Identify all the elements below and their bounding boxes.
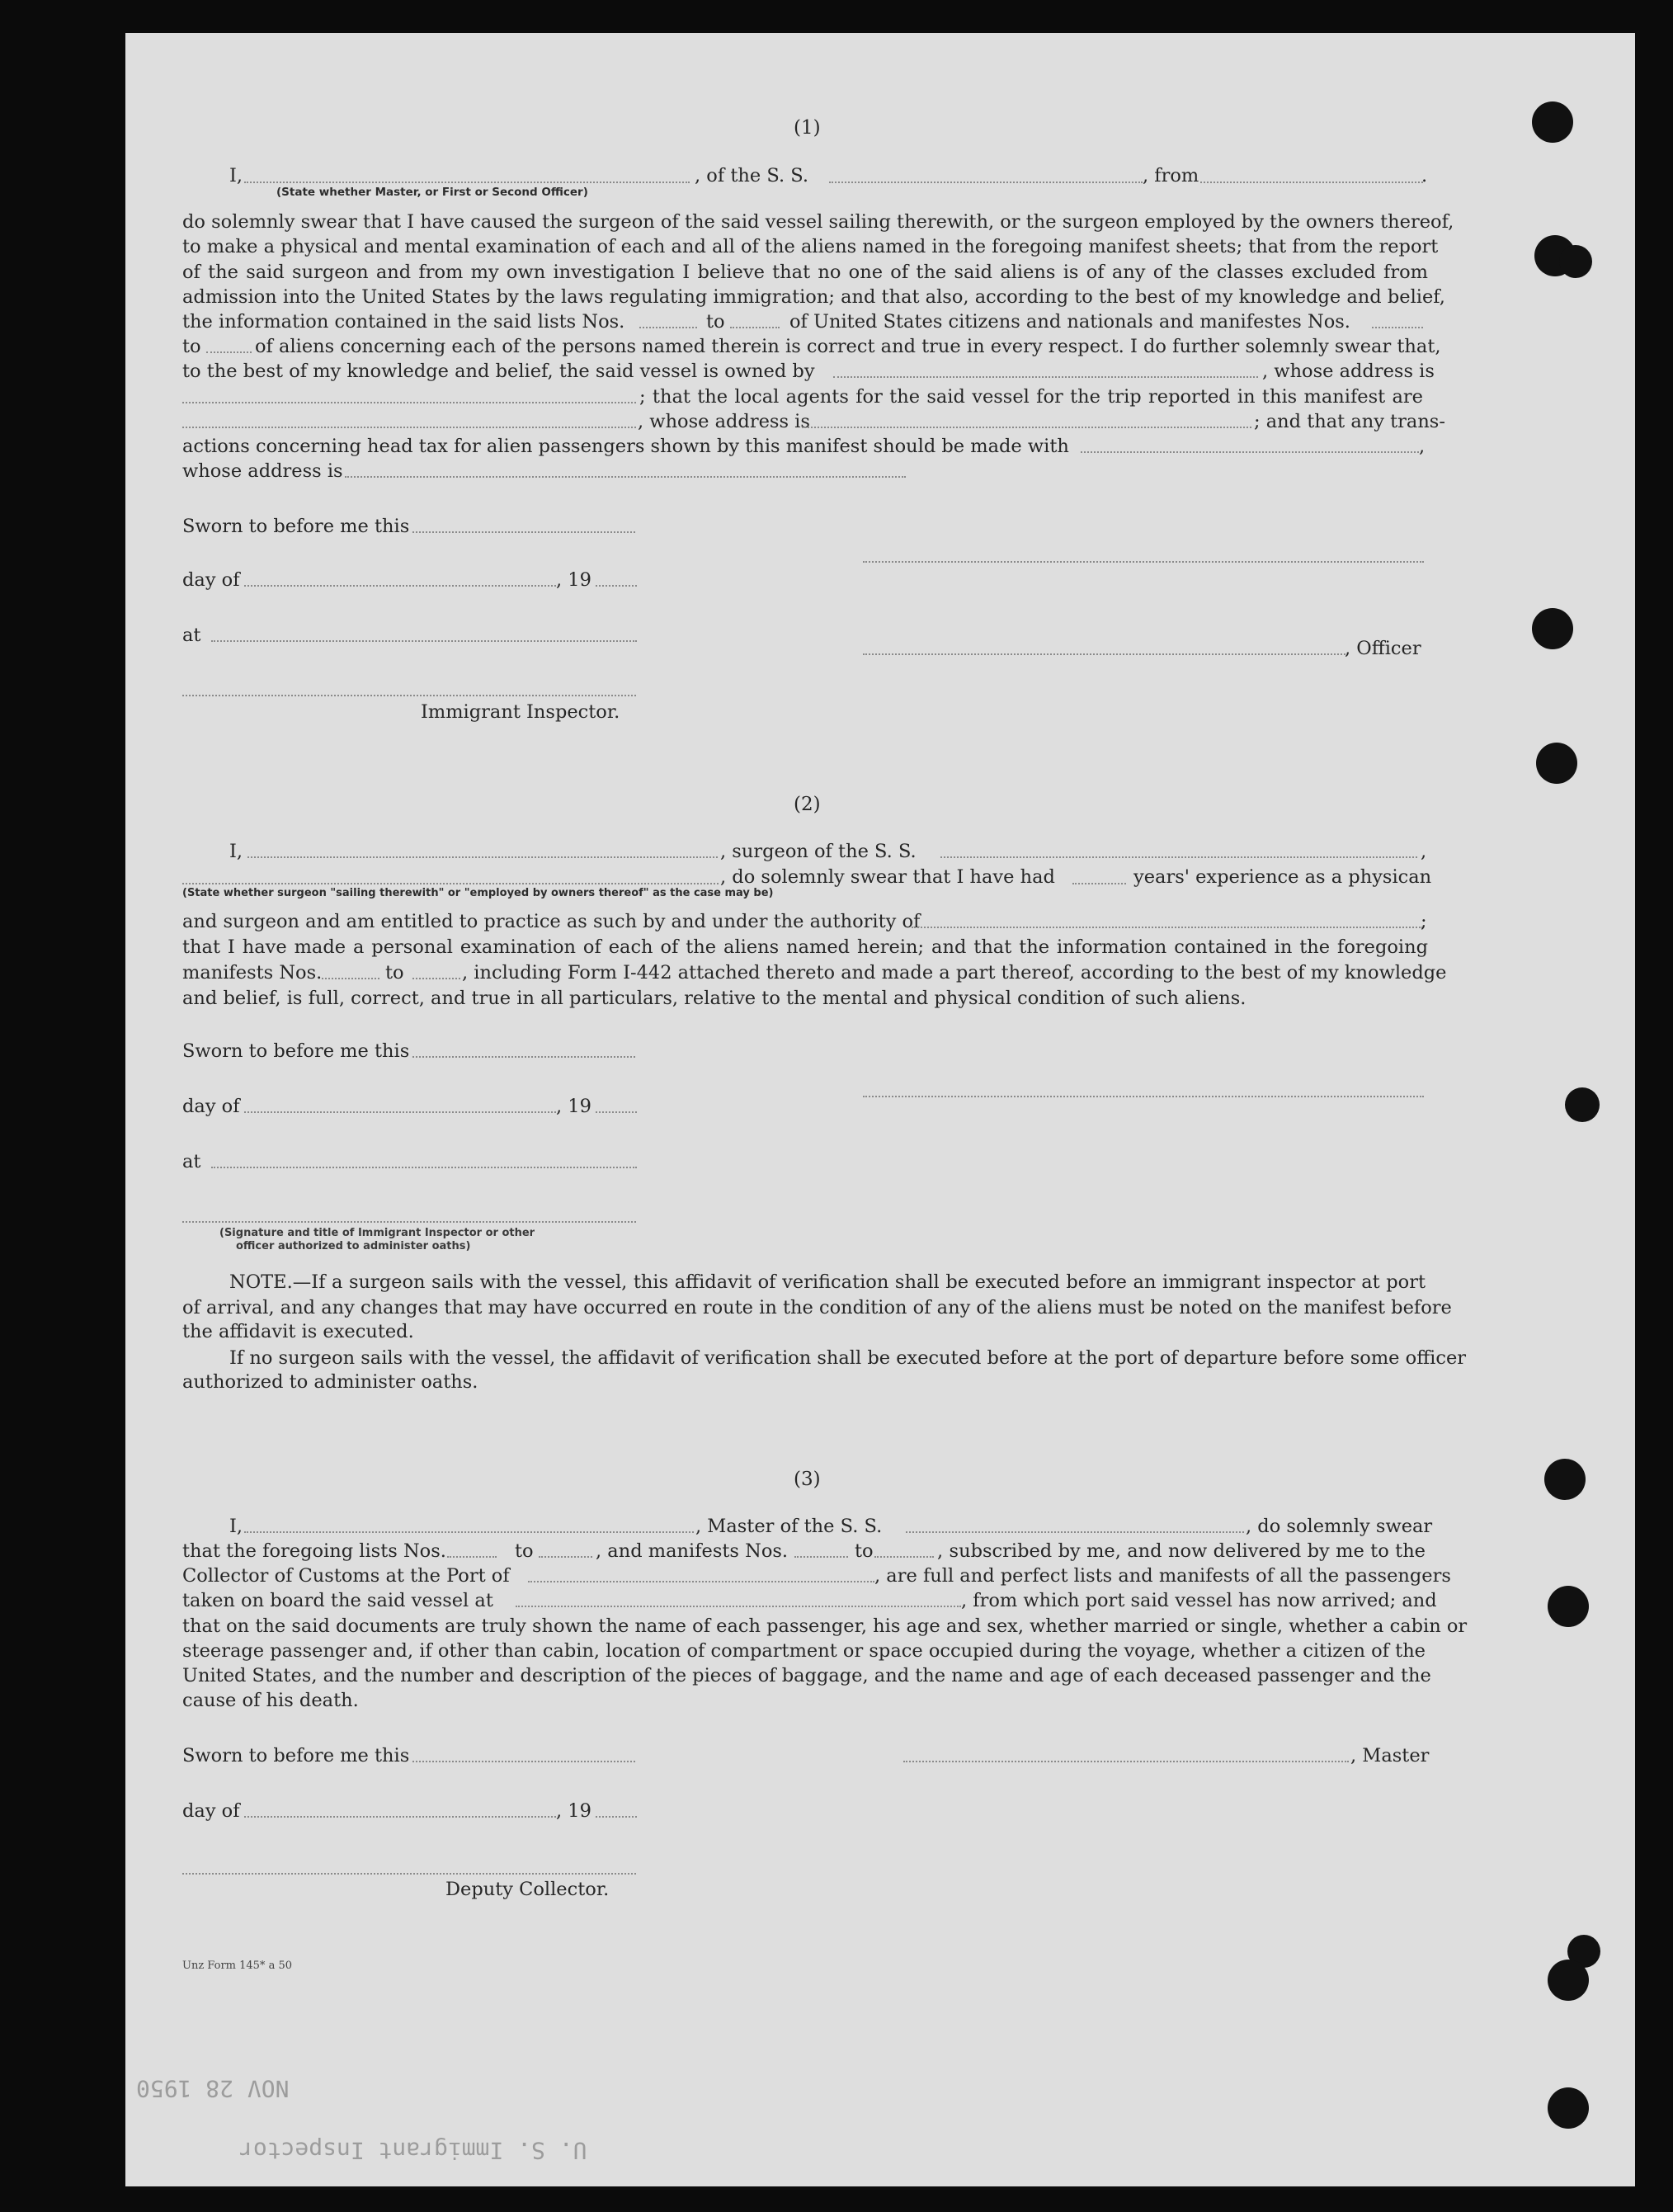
owner-field[interactable] bbox=[833, 376, 1258, 378]
oath-text-line: cause of his death. bbox=[182, 1690, 359, 1711]
agents-field[interactable] bbox=[182, 427, 636, 428]
head-tax-address-field[interactable] bbox=[345, 476, 906, 478]
oath-text-line: that I have made a personal examination of each of the aliens named herein; and that the information contained in the foregoing bbox=[182, 936, 1428, 958]
punch-hole bbox=[1536, 743, 1577, 784]
master-signature-field[interactable] bbox=[903, 1761, 1349, 1762]
oath-text-line: of aliens concerning each of the persons named therein is correct and true in every respect. I do further solemnly swear that, bbox=[255, 336, 1441, 357]
oath-text-line: do solemnly swear that I have caused the surgeon of the said vessel sailing therewith, or the surgeon employed by the owners thereof, bbox=[182, 211, 1454, 233]
section-2-number: (2) bbox=[794, 794, 821, 815]
day-field[interactable] bbox=[244, 1111, 556, 1113]
oath-text-line: steerage passenger and, if other than cabin, location of compartment or space occupied during the voyage, whether a citizen of the bbox=[182, 1640, 1426, 1662]
declarant-label: I, bbox=[229, 1516, 243, 1537]
sworn-label: Sworn to before me this bbox=[182, 1745, 410, 1766]
punch-hole bbox=[1548, 1586, 1589, 1627]
transactions-label: ; and that any trans- bbox=[1254, 411, 1445, 432]
year-field[interactable] bbox=[596, 585, 637, 587]
day-field[interactable] bbox=[244, 585, 556, 587]
note-text: of arrival, and any changes that may have occurred en route in the condition of any of the aliens must be noted on the manifest before bbox=[182, 1297, 1452, 1318]
punch-hole bbox=[1559, 245, 1592, 278]
line-end-punct: . bbox=[1421, 165, 1428, 186]
line-end-punct: , bbox=[1421, 841, 1427, 862]
signature-line[interactable] bbox=[863, 561, 1424, 563]
address-label: whose address is bbox=[182, 460, 343, 482]
head-tax-field[interactable] bbox=[1081, 451, 1419, 453]
oath-text-line: that on the said documents are truly shown the name of each passenger, his age and sex, whether married or single, whether a cabin or bbox=[182, 1615, 1468, 1637]
head-tax-label: actions concerning head tax for alien passengers shown by this manifest should be made with bbox=[182, 436, 1069, 457]
port-field[interactable] bbox=[528, 1581, 874, 1582]
surgeon-label: , surgeon of the S. S. bbox=[720, 841, 917, 862]
vessel-name-field[interactable] bbox=[940, 856, 1417, 858]
collector-signature-field[interactable] bbox=[182, 1873, 636, 1875]
oath-text-line: United States, and the number and description of the pieces of baggage, and the name and age of each deceased passenger and the bbox=[182, 1665, 1431, 1686]
agents-address-field[interactable] bbox=[802, 427, 1251, 428]
day-field[interactable] bbox=[244, 1816, 556, 1818]
oath-text-line: and belief, is full, correct, and true in all particulars, relative to the mental and physical condition of such aliens. bbox=[182, 988, 1247, 1009]
year-label: , 19 bbox=[556, 569, 591, 591]
to-label: to bbox=[515, 1540, 534, 1562]
day-label: day of bbox=[182, 1800, 240, 1822]
punch-hole bbox=[1565, 1087, 1600, 1122]
surgeon-signature-field[interactable] bbox=[863, 1096, 1424, 1097]
delivery-label: , subscribed by me, and now delivered by me to the bbox=[937, 1540, 1426, 1562]
to-label: to bbox=[855, 1540, 874, 1562]
to-label: to bbox=[182, 336, 201, 357]
officer-rank-hint: (State whether Master, or First or Second Officer) bbox=[276, 186, 588, 199]
oath-label: , do solemnly swear that I have had bbox=[720, 866, 1055, 888]
oath-text-line: , including Form I-442 attached thereto and made a part thereof, according to the best of my knowledge bbox=[462, 962, 1447, 983]
lists-from-field[interactable] bbox=[447, 1556, 497, 1558]
swear-label: , do solemnly swear bbox=[1246, 1516, 1433, 1537]
sworn-label: Sworn to before me this bbox=[182, 1040, 410, 1062]
master-name-field[interactable] bbox=[244, 1531, 694, 1533]
punch-hole bbox=[1548, 2087, 1589, 2129]
vessel-label: , of the S. S. bbox=[695, 165, 809, 186]
lists-to-field[interactable] bbox=[730, 327, 780, 328]
owner-address-field[interactable] bbox=[182, 402, 636, 403]
from-port-field[interactable] bbox=[1200, 182, 1423, 183]
manifests-from-field[interactable] bbox=[794, 1556, 848, 1558]
port-label: Collector of Customs at the Port of bbox=[182, 1565, 510, 1587]
to-label: to bbox=[706, 311, 725, 333]
oath-text-line: of the said surgeon and from my own investigation I believe that no one of the said aliens is of any of the classes excluded from bbox=[182, 262, 1428, 283]
manifests-label: manifests Nos. bbox=[182, 962, 323, 983]
sworn-label: Sworn to before me this bbox=[182, 516, 410, 537]
manifests-to-field[interactable] bbox=[874, 1556, 934, 1558]
signature-hint: (Signature and title of Immigrant Inspector or other bbox=[219, 1227, 535, 1239]
date-stamp: NOV 28 1950 bbox=[136, 2075, 290, 2102]
lists-from-field[interactable] bbox=[639, 327, 697, 328]
section-1-number: (1) bbox=[794, 117, 821, 139]
signature-hint: officer authorized to administer oaths) bbox=[236, 1240, 471, 1252]
departure-port-field[interactable] bbox=[516, 1606, 961, 1607]
vessel-name-field[interactable] bbox=[906, 1531, 1244, 1533]
from-label: , from bbox=[1143, 165, 1199, 186]
note-text: authorized to administer oaths. bbox=[182, 1371, 478, 1393]
manifests-to-field[interactable] bbox=[206, 351, 252, 353]
manifests-to-field[interactable] bbox=[412, 978, 460, 979]
manifests-label: , and manifests Nos. bbox=[596, 1540, 789, 1562]
day-label: day of bbox=[182, 1096, 240, 1117]
oath-text-line: , from which port said vessel has now arrived; and bbox=[961, 1590, 1437, 1611]
sworn-date-field[interactable] bbox=[412, 531, 635, 533]
day-label: day of bbox=[182, 569, 240, 591]
address-label: , whose address is bbox=[1262, 361, 1435, 382]
experience-label: years' experience as a physican bbox=[1133, 866, 1432, 888]
officer-signature-field[interactable] bbox=[863, 653, 1345, 655]
declarant-label: I, bbox=[229, 841, 243, 862]
lists-label: that the foregoing lists Nos. bbox=[182, 1540, 446, 1562]
at-label: at bbox=[182, 1151, 201, 1172]
year-field[interactable] bbox=[596, 1111, 637, 1113]
master-title: , Master bbox=[1350, 1745, 1430, 1766]
address-label: , whose address is bbox=[638, 411, 810, 432]
vessel-name-field[interactable] bbox=[829, 182, 1143, 183]
surgeon-name-field[interactable] bbox=[247, 856, 718, 858]
citizens-label: of United States citizens and nationals and manifestes Nos. bbox=[789, 311, 1350, 333]
officer-label: , Officer bbox=[1345, 638, 1421, 659]
taken-label: taken on board the said vessel at bbox=[182, 1590, 493, 1611]
owner-label: to the best of my knowledge and belief, the said vessel is owned by bbox=[182, 361, 815, 382]
punch-hole bbox=[1548, 1960, 1589, 2001]
officer-name-field[interactable] bbox=[244, 182, 690, 183]
punch-hole bbox=[1532, 101, 1573, 143]
line-end-punct: , bbox=[1419, 436, 1426, 457]
sworn-date-field[interactable] bbox=[412, 1761, 635, 1762]
lists-to-field[interactable] bbox=[539, 1556, 592, 1558]
inspector-stamp: U. S. Immigrant Inspector bbox=[239, 2137, 587, 2164]
master-label: , Master of the S. S. bbox=[695, 1516, 883, 1537]
years-field[interactable] bbox=[1072, 883, 1126, 884]
punch-hole bbox=[1532, 608, 1573, 649]
form-number: Unz Form 145* a 50 bbox=[182, 1960, 292, 1972]
oath-text-line: to make a physical and mental examination of each and all of the aliens named in the foregoing manifest sheets; that from the report bbox=[182, 236, 1439, 257]
place-field[interactable] bbox=[211, 640, 637, 642]
section-3-number: (3) bbox=[794, 1469, 821, 1490]
collector-label: Deputy Collector. bbox=[445, 1879, 610, 1900]
year-label: , 19 bbox=[556, 1800, 591, 1822]
surgeon-type-field[interactable] bbox=[182, 883, 719, 884]
manifests-from-field[interactable] bbox=[322, 978, 379, 979]
surgeon-type-hint: (State whether surgeon "sailing therewith" or "employed by owners thereof" as the case may be) bbox=[182, 887, 774, 899]
officer-signature-field[interactable] bbox=[182, 1221, 636, 1223]
declarant-label: I, bbox=[229, 165, 243, 186]
year-label: , 19 bbox=[556, 1096, 591, 1117]
authority-field[interactable] bbox=[912, 927, 1423, 928]
note-text: the affidavit is executed. bbox=[182, 1321, 414, 1342]
note-text: If no surgeon sails with the vessel, the affidavit of verification shall be executed before at the port of departure before some officer bbox=[229, 1347, 1467, 1369]
oath-text-line: , are full and perfect lists and manifests of all the passengers bbox=[874, 1565, 1451, 1587]
to-label: to bbox=[385, 962, 404, 983]
sworn-date-field[interactable] bbox=[412, 1056, 635, 1058]
authority-label: and surgeon and am entitled to practice as such by and under the authority of bbox=[182, 911, 921, 932]
punch-hole bbox=[1544, 1459, 1586, 1500]
note-text: NOTE.—If a surgeon sails with the vessel, this affidavit of verification shall be executed before an immigrant inspector at port bbox=[229, 1271, 1426, 1293]
year-field[interactable] bbox=[596, 1816, 637, 1818]
manifests-from-field[interactable] bbox=[1372, 327, 1423, 328]
lists-label: the information contained in the said lists Nos. bbox=[182, 311, 625, 333]
inspector-label: Immigrant Inspector. bbox=[421, 701, 620, 723]
place-field[interactable] bbox=[211, 1167, 637, 1168]
at-label: at bbox=[182, 625, 201, 646]
inspector-signature-field[interactable] bbox=[182, 695, 636, 696]
oath-text-line: admission into the United States by the laws regulating immigration; and that also, according to the best of my knowledge and belief, bbox=[182, 286, 1445, 308]
agents-label: ; that the local agents for the said vessel for the trip reported in this manifest are bbox=[639, 386, 1423, 408]
line-end-punct: ; bbox=[1421, 911, 1427, 932]
